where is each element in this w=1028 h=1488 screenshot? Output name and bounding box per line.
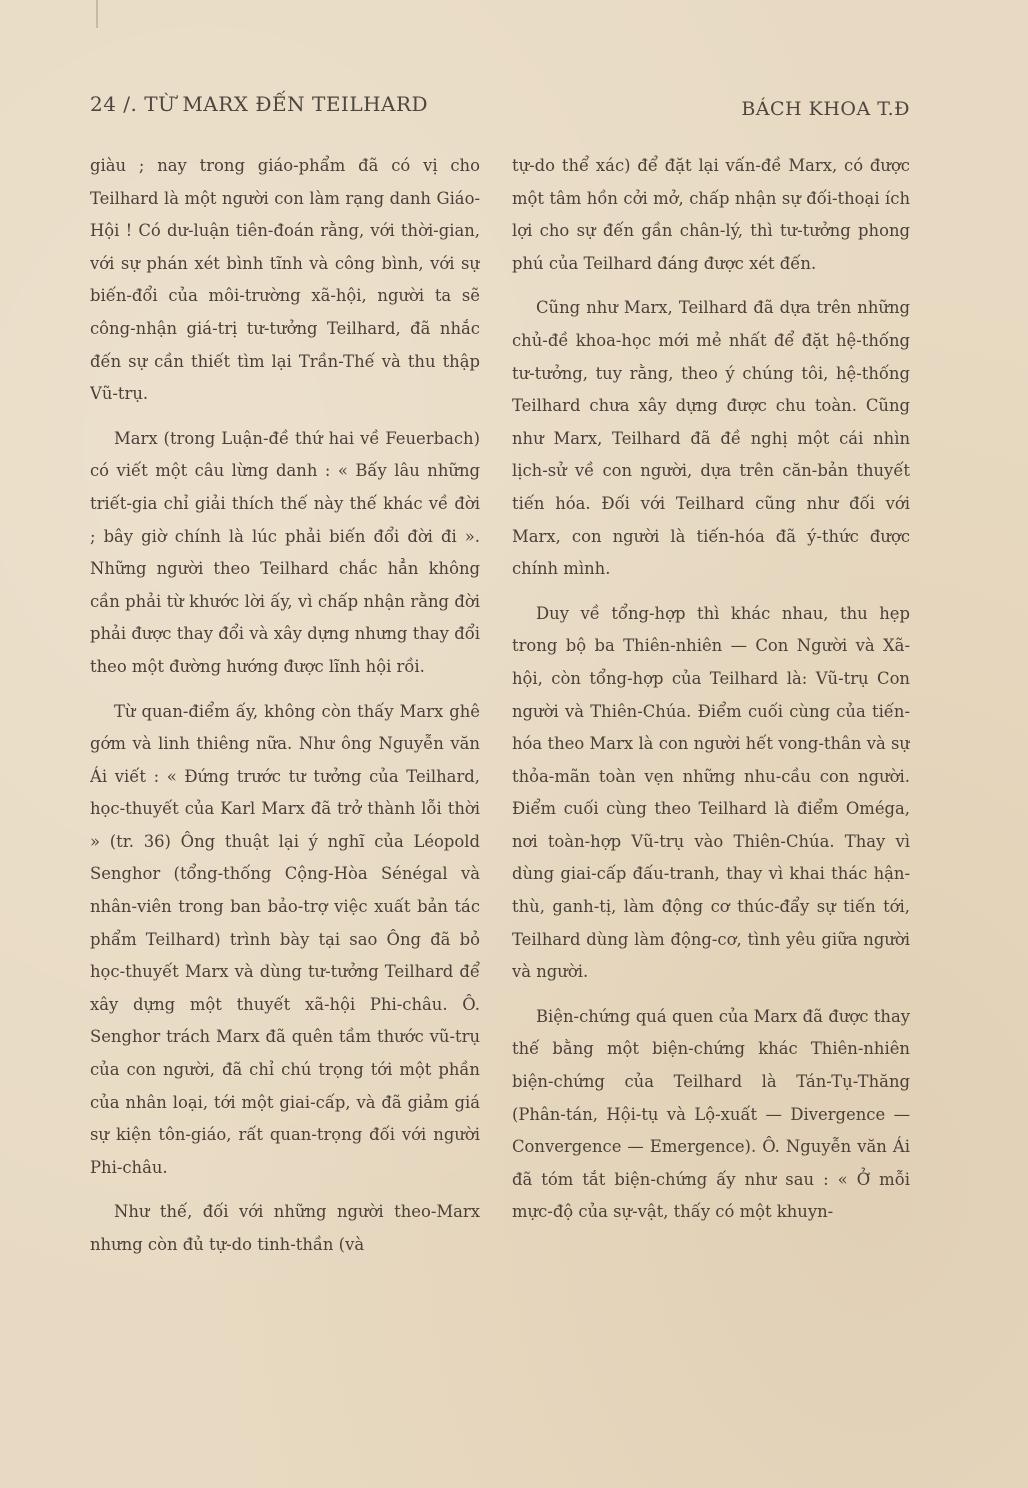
running-head-right: BÁCH KHOA T.Đ bbox=[741, 98, 910, 120]
page-edge-mark bbox=[96, 0, 98, 28]
paragraph: Duy về tổng-hợp thì khác nhau, thu hẹp trong bộ ba Thiên-nhiên — Con Người và Xã-hội, còn tổng-hợp của Teilhard là: Vũ-trụ Con người và Thiên-Chúa. Điểm cuối cùng của tiến-hóa theo Marx là con người hết vong-thân và sự thỏa-mãn toàn vẹn những nhu-cầu con người. Điểm cuối cùng theo Teilhard là điểm Oméga, nơi toàn-hợp Vũ-trụ vào Thiên-Chúa. Thay vì dùng giai-cấp đấu-tranh, thay vì khai thác hận-thù, ganh-tị, làm động cơ thúc-đẩy sự tiến tới, Teilhard dùng làm động-cơ, tình yêu giữa người và người. bbox=[512, 603, 910, 982]
paragraph: Như thế, đối với những người theo-Marx nhưng còn đủ tự-do tinh-thần (và bbox=[90, 1202, 480, 1254]
left-column bbox=[90, 150, 480, 1410]
right-column bbox=[512, 150, 910, 1410]
paragraph: giàu ; nay trong giáo-phẩm đã có vị cho Teilhard là một người con làm rạng danh Giáo-Hội ! Có dư-luận tiên-đoán rằng, với thời-gian, với sự phán xét bình tĩnh và công bình, với sự biến-đổi của môi-trường xã-hội, người ta sẽ công-nhận giá-trị tư-tưởng Teilhard, đã nhắc đến sự cần thiết tìm lại Trần-Thế và thu thập Vũ-trụ. bbox=[90, 156, 480, 404]
paragraph: Cũng như Marx, Teilhard đã dựa trên những chủ-đề khoa-học mới mẻ nhất để đặt hệ-thống tư-tưởng, tuy rằng, theo ý chúng tôi, hệ-thống Teilhard chưa xây dựng được chu toàn. Cũng như Marx, Teilhard đã đề nghị một cái nhìn lịch-sử về con người, dựa trên căn-bản thuyết tiến hóa. Đối với Teilhard cũng như đối với Marx, con người là tiến-hóa đã ý-thức được chính mình. bbox=[512, 298, 910, 579]
paragraph: tự-do thể xác) để đặt lại vấn-đề Marx, có được một tâm hồn cởi mở, chấp nhận sự đối-thoại ích lợi cho sự đến gần chân-lý, thì tư-tưởng phong phú của Teilhard đáng được xét đến. bbox=[512, 156, 910, 273]
paragraph: Biện-chứng quá quen của Marx đã được thay thế bằng một biện-chứng khác Thiên-nhiên biện-chứng của Teilhard là Tán-Tụ-Thăng (Phân-tán, Hội-tụ và Lộ-xuất — Divergence — Convergence — Emergence). Ô. Nguyễn văn Ái đã tóm tắt biện-chứng ấy như sau : « Ở mỗi mực-độ của sự-vật, thấy có một khuyn- bbox=[512, 1006, 910, 1222]
paragraph: Từ quan-điểm ấy, không còn thấy Marx ghê gớm và linh thiêng nữa. Như ông Nguyễn văn Ái viết : « Đứng trước tư tưởng của Teilhard, học-thuyết của Karl Marx đã trở thành lỗi thời » (tr. 36) Ông thuật lại ý nghĩ của Léopold Senghor (tổng-thống Cộng-Hòa Sénégal và nhân-viên trong ban bảo-trợ việc xuất bản tác phẩm Teilhard) trình bày tại sao Ông đã bỏ học-thuyết Marx và dùng tư-tưởng Teilhard để xây dựng một thuyết xã-hội Phi-châu. Ô. Senghor trách Marx đã quên tầm thước vũ-trụ của con người, đã chỉ chú trọng tới một phần của nhân loại, tới một giai-cấp, và đã giảm giá sự kiện tôn-giáo, rất quan-trọng đối với người Phi-châu. bbox=[90, 701, 480, 1177]
page-header bbox=[90, 92, 920, 122]
running-head-left: 24 /. TỪ MARX ĐẾN TEILHARD bbox=[90, 92, 429, 116]
paragraph: Marx (trong Luận-đề thứ hai về Feuerbach) có viết một câu lừng danh : « Bấy lâu những triết-gia chỉ giải thích thế này thế khác về đời ; bây giờ chính là lúc phải biến đổi đời đi ». Những người theo Teilhard chắc hẳn không cần phải từ khước lời ấy, vì chấp nhận rằng đời phải được thay đổi và xây dựng nhưng thay đổi theo một đường hướng được lĩnh hội rồi. bbox=[90, 428, 480, 676]
